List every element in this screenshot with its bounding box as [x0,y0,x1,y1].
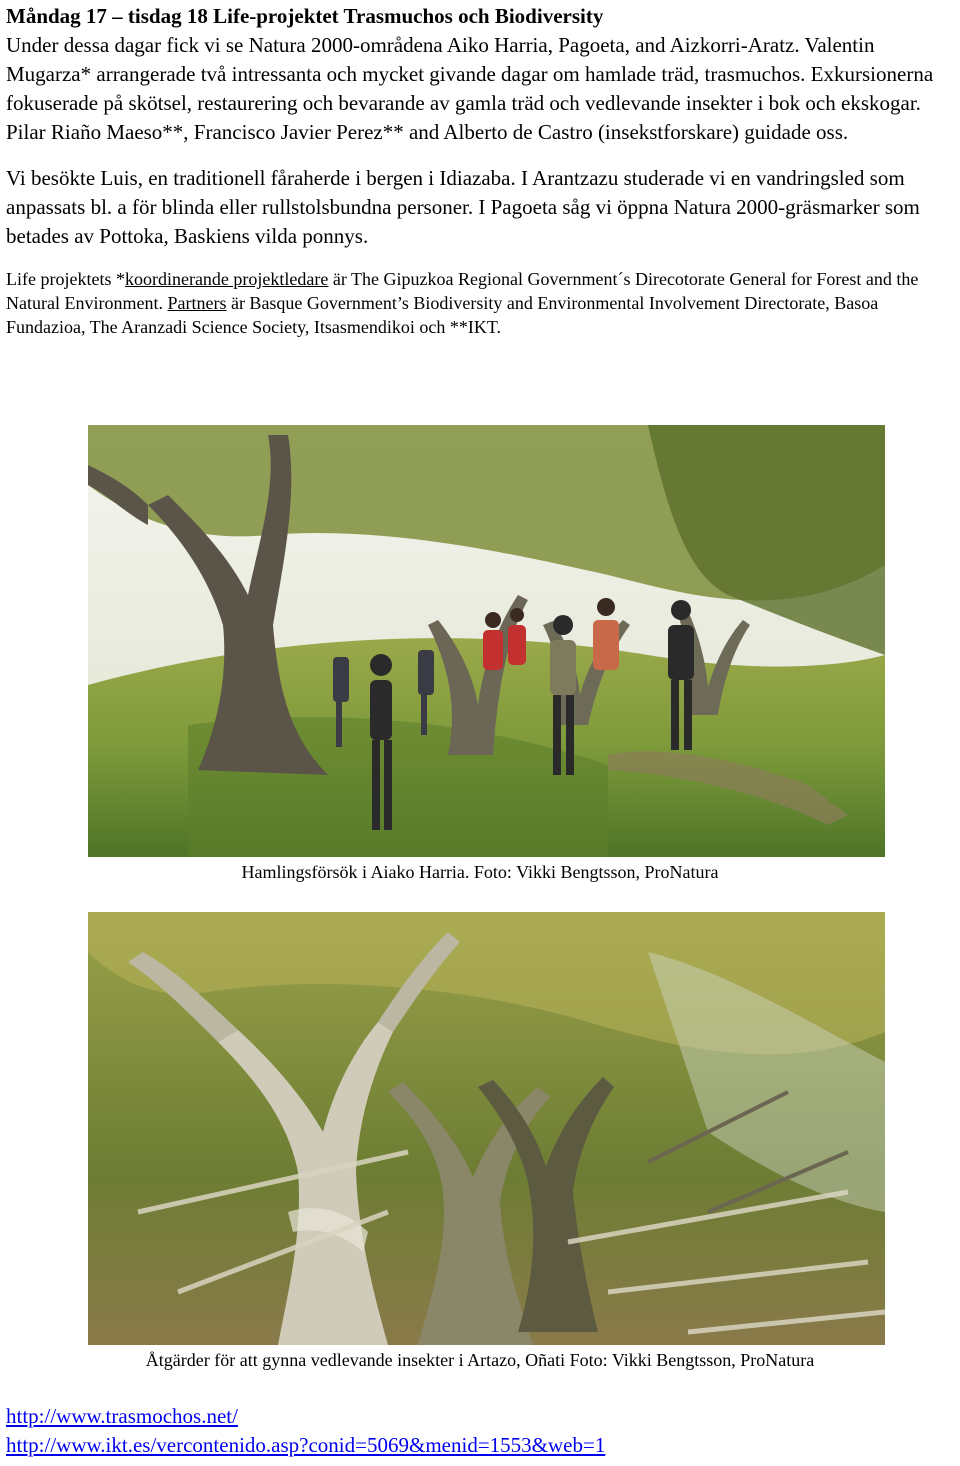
partners-link[interactable]: Partners [167,293,227,313]
ikt-link[interactable]: http://www.ikt.es/vercontenido.asp?conid=5069&menid=1553&web=1 [6,1433,606,1457]
project-paragraph [6,267,956,339]
photo-pollarded-trees [88,912,885,1345]
trasmochos-link[interactable]: http://www.trasmochos.net/ [6,1404,238,1428]
page-title: Måndag 17 – tisdag 18 Life-projektet Trasmuchos och Biodiversity [6,4,604,28]
photo-hiking-group [88,425,885,857]
document-body [6,2,956,339]
project-text-1: Life projektets * [6,269,125,289]
project-text-3: är Basque Government’s Biodiversity and Environmental Involvement Directorate, Basoa Fundazioa, The Aranzadi Science Society, Itsasmendikoi och **IKT. [6,293,879,337]
koordinerande-link[interactable]: koordinerande projektledare [124,269,329,289]
photo-hiking-group-image [88,425,885,857]
visit-paragraph: Vi besökte Luis, en traditionell fåraherde i bergen i Idiazaba. I Arantzazu studerade vi en vandringsled som anpassats bl. a för blinda eller rullstolsbundna personer. I Pagoeta såg vi öppna Natura 2000-gräsmarker som betades av Pottoka, Baskiens vilda ponnys. [6,166,920,248]
intro-paragraph: Under dessa dagar fick vi se Natura 2000-områdena Aiko Harria, Pagoeta, and Aizkorri-Aratz. Valentin Mugarza* arrangerade två intressanta och mycket givande dagar om hamlade träd, trasmuchos. Exkursionerna fokuserade på skötsel, restaurering och bevarande av gamla träd och vedlevande insekter i bok och ekskogar. Pilar Riaño Maeso**, Francisco Javier Perez** and Alberto de Castro (insekstforskare) guidade oss. [6,33,934,144]
project-text-2: är The Gipuzkoa Regional Government´s Direcotorate General for Forest and the Natural Environment. [6,269,919,313]
photo2-caption: Åtgärder för att gynna vedlevande insekter i Artazo, Oñati Foto: Vikki Bengtsson, ProNatura [145,1350,815,1370]
photo1-caption: Hamlingsförsök i Aiako Harria. Foto: Vikki Bengtsson, ProNatura [241,862,719,882]
photo-pollarded-trees-image [88,912,885,1345]
